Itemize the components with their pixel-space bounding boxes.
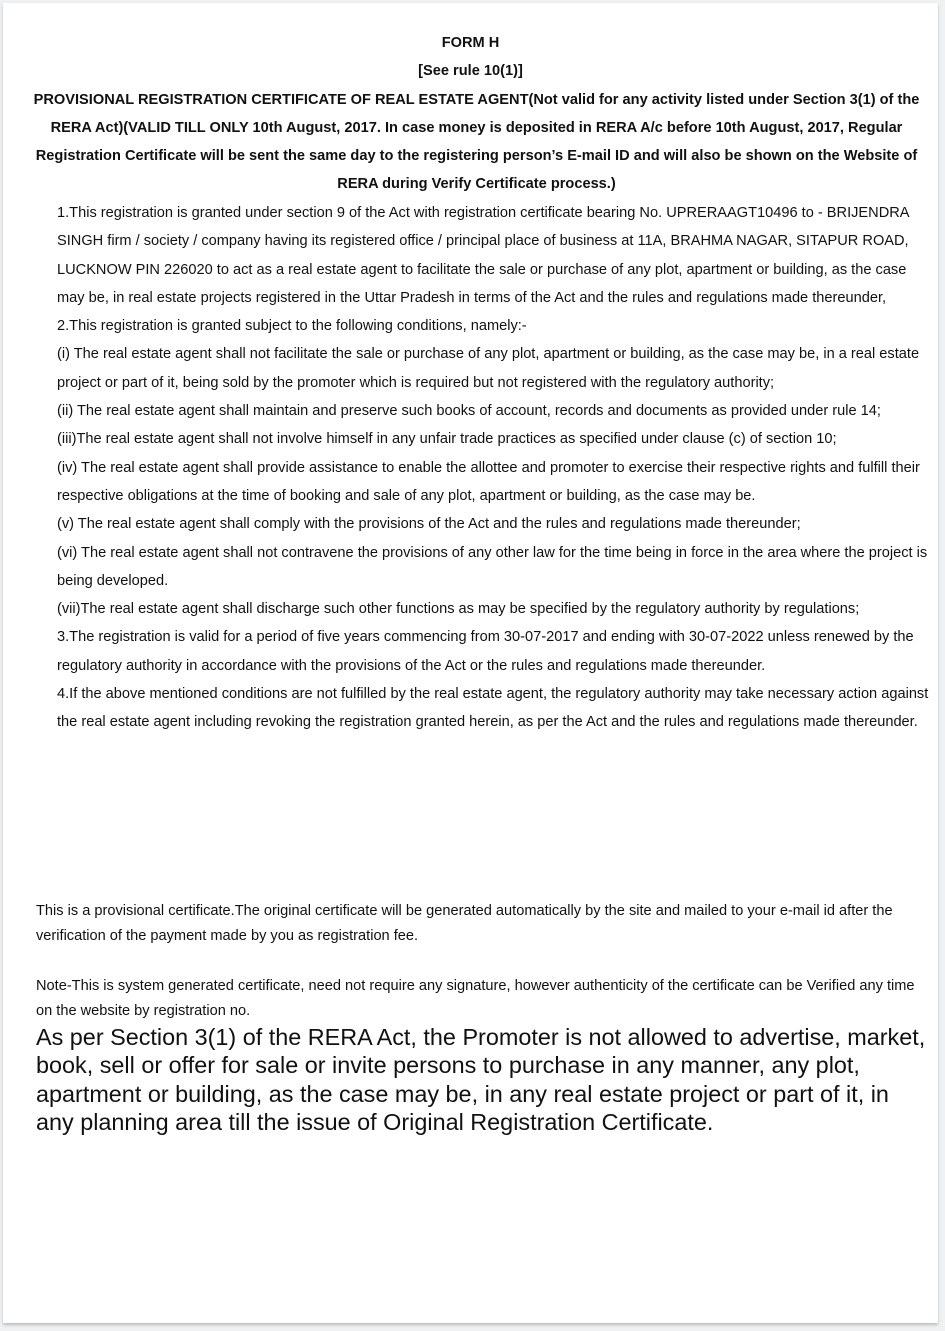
condition-vi: (vi) The real estate agent shall not contravene the provisions of any other law for the time being in force in the area where the project is being developed. [57,544,928,589]
footer-notes [36,899,931,1024]
condition-vii: (vii)The real estate agent shall discharge such other functions as may be specified by the regulatory authority by regulations; [57,601,860,618]
condition-iv: (iv) The real estate agent shall provide assistance to enable the allottee and promoter to exercise their respective rights and fulfill their respective obligations at the time of booking and sale of any plot, apartment or building, as the case may be. [57,459,920,504]
rule-reference: [See rule 10(1)] [418,63,523,80]
clause-3: 3.The registration is valid for a period of five years commencing from 30-07-2017 and ending with 30-07-2022 unless renewed by the regulatory authority in accordance with the provisions of the Act or the rules and regulations made thereunder. [57,629,914,674]
section-warning: As per Section 3(1) of the RERA Act, the Promoter is not allowed to advertise, market, book, sell or offer for sale or invite persons to purchase in any manner, any plot, apartment or building, as the case may be, in any real estate project or part of it, in any planning area till the issue of Original Registration Certificate. [36,1024,926,1135]
clause-4: 4.If the above mentioned conditions are not fulfilled by the real estate agent, the regulatory authority may take necessary action against the real estate agent including revoking the registration granted herein, as per the Act and the rules and regulations made thereunder. [57,686,929,731]
condition-i: (i) The real estate agent shall not facilitate the sale or purchase of any plot, apartment or building, as the case may be, in a real estate project or part of it, being sold by the promoter which is required but not registered with the regulatory authority; [57,346,920,391]
system-note: Note-This is system generated certificate, need not require any signature, however authenticity of the certificate can be Verified any time on the website by registration no. [36,978,915,1019]
condition-ii: (ii) The real estate agent shall maintain and preserve such books of account, records and documents as provided under rule 14; [57,403,881,420]
certificate-page [3,3,938,1323]
clause-1: 1.This registration is granted under section 9 of the Act with registration certificate bearing No. UPRERAAGT10496 to - BRIJENDRA SINGH firm / society / company having its registered office / principal place of business at 11A, BRAHMA NAGAR, SITAPUR ROAD, LUCKNOW PIN 226020 to act as a real estate agent to facilitate the sale or purchase of any plot, apartment or building, as the case may be, in real estate projects registered in the Uttar Pradesh in terms of the Act and the rules and regulations made thereunder, [57,205,909,306]
condition-iii: (iii)The real estate agent shall not involve himself in any unfair trade practices as specified under clause (c) of section 10; [57,431,837,448]
certificate-title: PROVISIONAL REGISTRATION CERTIFICATE OF REAL ESTATE AGENT(Not valid for any activity listed under Section 3(1) of the RERA Act)(VALID TILL ONLY 10th August, 2017. In case money is deposited in RERA A/c before 10th August, 2017, Regular Registration Certificate will be sent the same day to the registering person’s E-mail ID and will also be shown on the Website of RERA during Verify Certificate process.) [33,91,920,193]
certificate-header [3,29,938,199]
condition-v: (v) The real estate agent shall comply with the provisions of the Act and the rules and regulations made thereunder; [57,516,801,533]
form-label: FORM H [441,35,500,51]
clause-2: 2.This registration is granted subject to the following conditions, namely:- [57,318,527,335]
certificate-clauses [57,199,937,737]
spacer [36,949,931,974]
provisional-note: This is a provisional certificate.The original certificate will be generated automatically by the site and mailed to your e-mail id after the verification of the payment made by you as registration fee. [36,903,893,944]
